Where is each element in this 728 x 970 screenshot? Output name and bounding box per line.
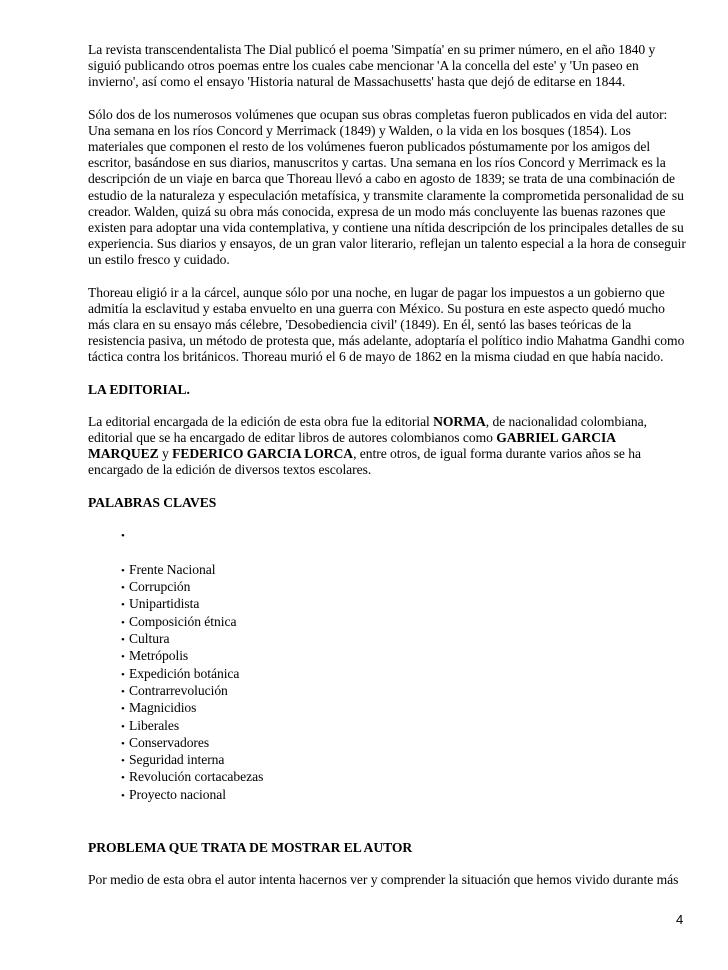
bullet-icon: •: [121, 703, 125, 716]
heading-problema: PROBLEMA QUE TRATA DE MOSTRAR EL AUTOR: [88, 840, 413, 856]
list-item: [121, 666, 688, 683]
keyword-label: Composición étnica: [129, 613, 237, 629]
list-item: [121, 631, 688, 648]
heading-palabras-claves: PALABRAS CLAVES: [88, 494, 217, 510]
bullet-icon: •: [121, 789, 125, 802]
paragraph-carcel: Thoreau eligió ir a la cárcel, aunque sólo por una noche, en lugar de pagar los impuestos a un gobierno que admitía la esclavitud y estaba envuelto en una guerra con México. Su postura en este aspecto quedó mucho más clara en su ensayo más célebre, 'Desobediencia civil' (1849). En él, sentó las bases teóricas de la resistencia pasiva, un método de protesta que, más adelante, adoptaría el político indio Mahatma Gandhi como táctica contra los británicos. Thoreau murió el 6 de mayo de 1862 en la misma ciudad en que había nacido.: [88, 284, 685, 365]
empty-bullet-item: [121, 527, 688, 544]
bullet-icon: •: [121, 529, 125, 542]
list-item: [121, 596, 688, 613]
keyword-label: Expedición botánica: [129, 665, 240, 681]
list-item: [121, 787, 688, 804]
keyword-label: Frente Nacional: [129, 561, 216, 577]
bullet-icon: •: [121, 755, 125, 768]
list-item: [121, 648, 688, 665]
bullet-icon: •: [121, 564, 125, 577]
bullet-icon: •: [121, 668, 125, 681]
paragraph-obras-completas: Sólo dos de los numerosos volúmenes que ocupan sus obras completas fueron publicados en vida del autor: Una semana en los ríos Concord y Merrimack (1849) y Walden, o la vida en los bosques (1854). Los materiales que componen el resto de los volúmenes fueron publicados póstumamente por los amigos del escritor, basándose en sus diarios, manuscritos y cartas. Una semana en los ríos Concord y Merrimack es la descripción de un viaje en barca que Thoreau llevó a cabo en agosto de 1839; se trata de una combinación de estudio de la naturaleza y especulación metafísica, y transmite claramente la comprometida personalidad de su creador. Walden, quizá su obra más conocida, expresa de un modo más concluyente las buenas razones que existen para adoptar una vida contemplativa, y contiene una nítida descripción de los principales detalles de su experiencia. Sus diarios y ensayos, de un gran valor literario, reflejan un talento especial a la hora de conseguir un estilo fresco y cuidado.: [88, 106, 686, 268]
paragraph-editorial: [88, 414, 688, 479]
bullet-icon: •: [121, 772, 125, 785]
keyword-label: Revolución cortacabezas: [129, 769, 264, 785]
editorial-text-3: y: [158, 446, 173, 462]
list-item: [121, 769, 688, 786]
list-item: [121, 614, 688, 631]
bullet-icon: •: [121, 737, 125, 750]
bullet-icon: •: [121, 616, 125, 629]
editorial-text-1: La editorial encargada de la edición de esta obra fue la editorial: [88, 413, 434, 429]
editorial-author-1: GABRIEL GARCIA MARQUEZ: [88, 430, 616, 462]
keyword-label: Metrópolis: [129, 648, 189, 664]
list-item: [121, 579, 688, 596]
list-item: [121, 735, 688, 752]
keyword-label: Conservadores: [129, 734, 210, 750]
editorial-norma: NORMA: [433, 413, 486, 429]
bullet-icon: •: [121, 720, 125, 733]
list-item: [121, 700, 688, 717]
list-item: [121, 683, 688, 700]
editorial-author-2: FEDERICO GARCIA LORCA: [172, 446, 354, 462]
keyword-label: Magnicidios: [129, 700, 197, 716]
editorial-text-4: , entre otros, de igual forma durante varios años se ha encargado de la edición de diversos textos escolares.: [88, 446, 641, 478]
keyword-label: Contrarrevolución: [129, 682, 228, 698]
list-item: [121, 752, 688, 769]
keyword-label: Corrupción: [129, 579, 191, 595]
bullet-icon: •: [121, 582, 125, 595]
bullet-icon: •: [121, 634, 125, 647]
bullet-icon: •: [121, 599, 125, 612]
keyword-label: Liberales: [129, 717, 180, 733]
section-spacer: [88, 804, 688, 840]
keyword-label: Proyecto nacional: [129, 786, 226, 802]
bullet-icon: •: [121, 651, 125, 664]
paragraph-the-dial: La revista transcendentalista The Dial publicó el poema 'Simpatía' en su primer número, en el año 1840 y siguió publicando otros poemas entre los cuales cabe mencionar 'A la concella del este' y 'Un paseo en invierno', así como el ensayo 'Historia natural de Massachusetts' hasta que dejó de editarse en 1844.: [88, 42, 656, 90]
bullet-icon: •: [121, 685, 125, 698]
editorial-text-2: , de nacionalidad colombiana, editorial que se ha encargado de editar libros de autores colombianos como: [88, 413, 647, 446]
page-number: 4: [676, 912, 684, 927]
keyword-list: [121, 562, 688, 804]
keyword-label: Cultura: [129, 631, 170, 647]
keyword-label: Seguridad interna: [129, 752, 225, 768]
paragraph-problema: Por medio de esta obra el autor intenta hacernos ver y comprender la situación que hemos vivido durante más: [88, 872, 679, 888]
document-page: [88, 42, 688, 904]
heading-editorial: LA EDITORIAL.: [88, 381, 190, 397]
list-item: [121, 562, 688, 579]
list-item: [121, 718, 688, 735]
keyword-label: Unipartidista: [129, 596, 200, 612]
